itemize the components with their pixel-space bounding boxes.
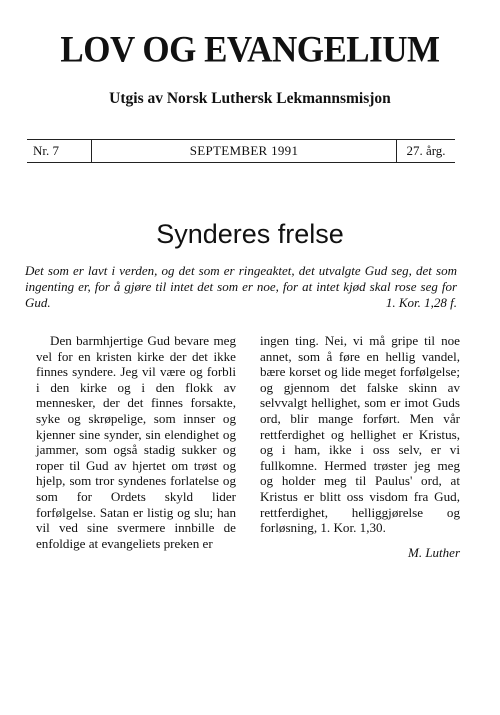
article-title: Synderes frelse [156, 219, 344, 249]
issue-year: 27. årg. [396, 140, 455, 162]
issue-number: Nr. 7 [27, 140, 92, 162]
epigraph-reference: 1. Kor. 1,28 f. [385, 295, 457, 310]
column-left-text: Den barmhjertige Gud bevare meg vel for en kristen kirke der det ikke finnes syndere. Jeg vil være og forbli i den kirke og i den flokk av mennesker, der det finnes forsakte, syke og skrøpelige, som innser og kjenner sine synder, sin elendighet og jammer, som også stadig sukker og roper til Gud av hjertet om trøst og hjelp, som tror syndenes forlatelse og som for Ordets skyld lider forfølgelse. Satan er listig og slu; han vil ved sine svermere innbille de enfoldige at evangeliets preken er [36, 333, 236, 551]
column-right-text: ingen ting. Nei, vi må gripe til noe annet, som å føre en hellig vandel, bære korset og lide meget forfølgelse; og gjennom det falske skinn av selvvalgt hellighet, som er imot Guds ord, blir mange forført. Men vår rettferdighet og hellighet er Kristus, og i ham, ikke i oss selv, er vi fullkomne. Hermed trøster jeg meg og holder meg til Paulus' ord, at Kristus er blitt oss visdom fra Gud, rettferdighet, helliggjørelse og forløsning, 1. Kor. 1,30. [260, 333, 460, 536]
masthead-title: LOV OG EVANGELIUM [60, 29, 440, 70]
epigraph [25, 263, 457, 311]
column-left [36, 333, 236, 560]
issue-bar [27, 139, 455, 163]
issue-date: SEPTEMBER 1991 [189, 143, 299, 158]
masthead-subtitle: Utgis av Norsk Luthersk Lekmannsmisjon [109, 90, 391, 107]
column-right [260, 333, 460, 560]
epigraph-text: Det som er lavt i verden, og det som er ringeaktet, det utvalgte Gud seg, det som ingenting er, for å gjøre til intet det som er noe, for at intet kjød skal rose seg for Gud. [25, 263, 457, 310]
signature: M. Luther [408, 544, 460, 560]
article-body [36, 333, 460, 560]
